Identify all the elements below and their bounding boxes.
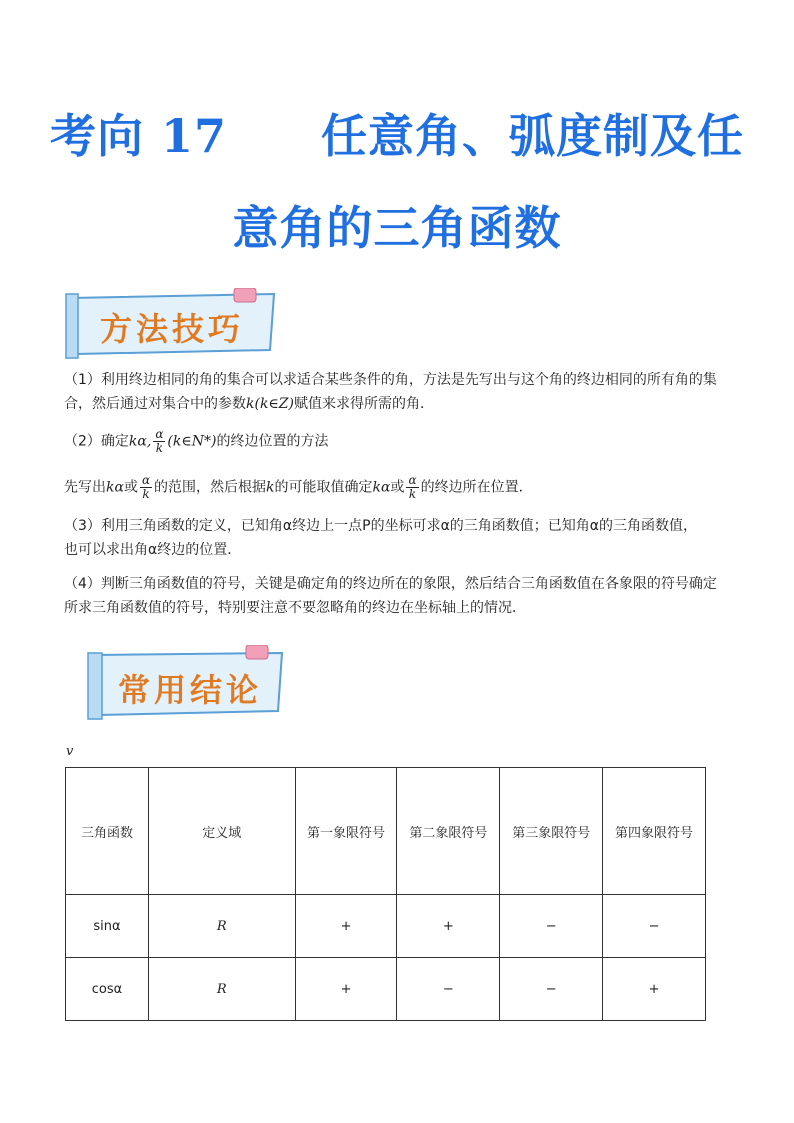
- p3-frac1-den: k: [142, 487, 150, 501]
- table-header-cell: 第三象限符号: [500, 768, 603, 895]
- p2-math: kα,: [128, 433, 152, 450]
- table-header-cell: 第四象限符号: [603, 768, 706, 895]
- p2-text-end: 的终边位置的方法: [216, 433, 329, 450]
- paragraph-4-line2: 也可以求出角α终边的位置．: [64, 542, 242, 558]
- section-banner-conclusions: [84, 645, 290, 721]
- p2-paren: (k∈N*): [167, 433, 217, 450]
- p3-fraction-1: [140, 474, 152, 501]
- paragraph-5-line2: 所求三角函数值的符号，特别要注意不要忽略角的终边在坐标轴上的情况．: [64, 600, 526, 616]
- p3-g: kα: [372, 479, 391, 496]
- p3-f: 的可能取值确定: [274, 479, 373, 496]
- p2-fraction: [153, 428, 165, 455]
- page-title-line1: 考向 17 任意角、弧度制及任: [49, 109, 745, 163]
- p3-e: k: [266, 479, 275, 496]
- table-cell: +: [295, 958, 397, 1021]
- p3-fraction-2: [406, 474, 418, 501]
- paragraph-1-line2: [64, 392, 736, 416]
- p3-a: 先写出: [64, 479, 106, 496]
- p3-frac2-den: k: [408, 487, 417, 501]
- paragraph-4-line1: （3）利用三角函数的定义，已知角α终边上一点P的坐标可求α的三角函数值；已知角α的三角函数值，: [64, 518, 698, 534]
- p2-frac-num: α: [155, 427, 164, 441]
- p3-h: 或: [390, 479, 405, 496]
- p3-b: kα: [106, 479, 124, 496]
- p1-math: k(k∈Z): [246, 396, 294, 412]
- domain-value: R: [216, 918, 227, 934]
- table-cell: +: [397, 895, 500, 958]
- section-title-methods: 方法技巧: [100, 310, 245, 348]
- table-cell: cosα: [66, 958, 149, 1021]
- table-cell: −: [500, 958, 603, 1021]
- table-header-cell: 第一象限符号: [295, 768, 397, 895]
- table-row: [66, 958, 706, 1021]
- v-mark: v: [66, 744, 74, 759]
- p3-i: 的终边所在位置．: [420, 479, 533, 496]
- section-title-conclusions: 常用结论: [118, 671, 263, 709]
- table-cell: sinα: [66, 895, 149, 958]
- paragraph-2: [64, 428, 736, 455]
- p2-text: （2）确定: [64, 433, 129, 450]
- table-header-cell: 三角函数: [66, 768, 149, 895]
- p3-frac1-num: α: [141, 473, 151, 487]
- table-row: [66, 895, 706, 958]
- table-cell: [148, 895, 295, 958]
- paragraph-3: [64, 474, 736, 501]
- trig-sign-table: [65, 767, 706, 1021]
- p3-frac2-num: α: [408, 473, 417, 487]
- table-cell: −: [603, 895, 706, 958]
- page-title-line2: 意角的三角函数: [232, 201, 562, 255]
- section-banner-methods: [62, 288, 282, 360]
- paragraph-1-line1: （1）利用终边相同的角的集合可以求适合某些条件的角，方法是先写出与这个角的终边相同的所有角的集: [64, 372, 717, 388]
- paragraph-5: [64, 572, 736, 620]
- table-header-row: [66, 768, 706, 895]
- paragraph-4: [64, 514, 736, 562]
- table-header-cell: 第二象限符号: [397, 768, 500, 895]
- table-cell: −: [500, 895, 603, 958]
- paragraph-5-line1: （4）判断三角函数值的符号，关键是确定角的终边所在的象限，然后结合三角函数值在各象限的符号确定: [64, 576, 717, 592]
- table-cell: +: [603, 958, 706, 1021]
- p3-c: 或: [123, 479, 138, 496]
- table-cell: [148, 958, 295, 1021]
- table-cell: −: [397, 958, 500, 1021]
- p2-frac-den: k: [155, 441, 163, 455]
- table-cell: +: [295, 895, 397, 958]
- p3-d: 的范围，然后根据: [154, 479, 267, 496]
- paragraph-1: [64, 368, 736, 416]
- p1-text-end: 赋值来求得所需的角．: [293, 396, 434, 412]
- p1-text: 合，然后通过对集合中的参数: [64, 396, 246, 412]
- domain-value: R: [216, 981, 227, 997]
- table-header-cell: 定义域: [148, 768, 295, 895]
